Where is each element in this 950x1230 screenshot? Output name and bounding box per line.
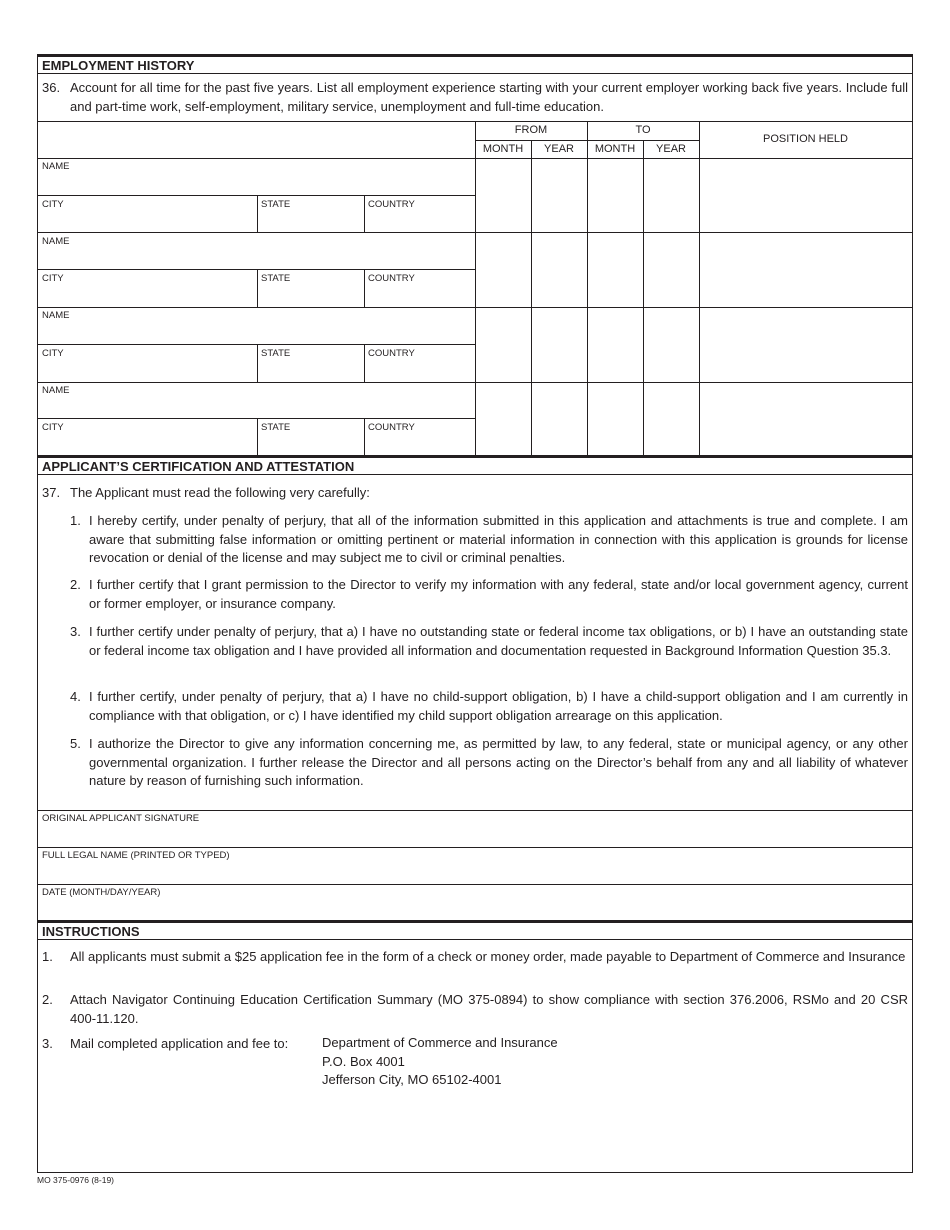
instruction-item-text: Attach Navigator Continuing Education Certification Summary (MO 375-0894) to show compliance with section 376.2006, RSMo and 20 CSR 400-11.120. bbox=[70, 992, 908, 1026]
certification-title: APPLICANT’S CERTIFICATION AND ATTESTATION bbox=[42, 459, 355, 474]
employer-city-label: CITY bbox=[42, 273, 64, 284]
instruction-item-text: All applicants must submit a $25 application fee in the form of a check or money order, made payable to Department of Commerce and Insurance bbox=[70, 949, 906, 964]
employer-name-label: NAME bbox=[42, 236, 70, 247]
certification-item bbox=[70, 576, 908, 614]
employer-state-label: STATE bbox=[261, 199, 291, 210]
instruction-item-number: 3. bbox=[42, 1036, 53, 1051]
employer-state-label: STATE bbox=[261, 273, 291, 284]
employer-country-label: COUNTRY bbox=[368, 199, 415, 210]
signature-label: ORIGINAL APPLICANT SIGNATURE bbox=[42, 813, 200, 824]
certification-item-text: I further certify, under penalty of perjury, that a) I have no child-support obligation, b) I have a child-support obligation and I am currently in compliance with that obligation, or c) I have identified my child support obligation arrearage on this application. bbox=[89, 689, 908, 723]
employer-city-label: CITY bbox=[42, 348, 64, 359]
date-field[interactable] bbox=[38, 885, 912, 921]
certification-item bbox=[70, 688, 908, 726]
certification-item-text: I further certify that I grant permission to the Director to verify my information with any federal, state and/or local government agency, current or former employer, or insurance company. bbox=[89, 577, 908, 611]
col-header-from-year: YEAR bbox=[544, 143, 574, 155]
col-header-to: TO bbox=[635, 124, 651, 136]
employer-state-label: STATE bbox=[261, 422, 291, 433]
employer-country-label: COUNTRY bbox=[368, 422, 415, 433]
employer-city-label: CITY bbox=[42, 199, 64, 210]
full-legal-name-field[interactable] bbox=[38, 848, 912, 884]
question-36 bbox=[38, 78, 912, 122]
certification-item-number: 4. bbox=[70, 689, 81, 704]
employment-history-title: EMPLOYMENT HISTORY bbox=[42, 58, 195, 73]
certification-item-number: 2. bbox=[70, 577, 81, 592]
certification-header bbox=[38, 455, 912, 475]
instructions-header bbox=[38, 920, 912, 940]
employer-state-label: STATE bbox=[261, 348, 291, 359]
certification-item bbox=[70, 623, 908, 679]
certification-item-text: I authorize the Director to give any information concerning me, as permitted by law, to any federal, state or municipal agency, or any other governmental organization. I further release the Director and all persons acting on the Director’s behalf from any and all liability of whatever nature by reason of furnishing such information. bbox=[89, 736, 908, 788]
employer-city-label: CITY bbox=[42, 422, 64, 433]
employer-country-label: COUNTRY bbox=[368, 273, 415, 284]
question-36-number: 36. bbox=[42, 80, 61, 95]
col-header-position: POSITION HELD bbox=[763, 133, 848, 145]
address-line: Jefferson City, MO 65102-4001 bbox=[322, 1072, 502, 1087]
certification-item-number: 5. bbox=[70, 736, 81, 751]
employer-name-label: NAME bbox=[42, 385, 70, 396]
certification-item-number: 1. bbox=[70, 513, 81, 528]
employer-country-label: COUNTRY bbox=[368, 348, 415, 359]
col-header-to-year: YEAR bbox=[656, 143, 686, 155]
application-form bbox=[37, 54, 913, 1173]
mailing-address bbox=[322, 1034, 558, 1090]
employer-name-label: NAME bbox=[42, 161, 70, 172]
question-37 bbox=[38, 483, 912, 502]
question-37-text: The Applicant must read the following very carefully: bbox=[70, 485, 370, 500]
instruction-item bbox=[42, 947, 908, 985]
certification-item-text: I further certify under penalty of perjury, that a) I have no outstanding state or federal income tax obligations, or b) I have an outstanding state or federal income tax obligation and I have provided all information and documentation requested in Background Information Question 35.3. bbox=[89, 624, 908, 658]
address-line: P.O. Box 4001 bbox=[322, 1053, 405, 1069]
form-number: MO 375-0976 (8-19) bbox=[37, 1175, 115, 1185]
employer-name-label: NAME bbox=[42, 310, 70, 321]
certification-item-text: I hereby certify, under penalty of perjury, that all of the information submitted in this application and attachments is true and complete. I am aware that submitting false information or omitting pertinent or material information in connection with this application is grounds for license revocation or denial of the license and may subject me to civil or criminal penalties. bbox=[89, 513, 908, 565]
col-header-to-month: MONTH bbox=[594, 143, 636, 155]
certification-item bbox=[70, 735, 908, 791]
instruction-item bbox=[42, 990, 908, 1028]
question-37-number: 37. bbox=[42, 485, 61, 500]
instruction-item-text: Mail completed application and fee to: bbox=[70, 1036, 289, 1051]
certification-item-number: 3. bbox=[70, 624, 81, 639]
date-label: DATE (MONTH/DAY/YEAR) bbox=[42, 887, 161, 898]
certification-item bbox=[70, 512, 908, 568]
signature-field[interactable] bbox=[38, 811, 912, 847]
instruction-item-number: 1. bbox=[42, 949, 53, 964]
col-header-from: FROM bbox=[514, 124, 548, 136]
full-legal-name-label: FULL LEGAL NAME (PRINTED OR TYPED) bbox=[42, 850, 230, 861]
instructions-title: INSTRUCTIONS bbox=[42, 924, 140, 939]
question-36-text: Account for all time for the past five years. List all employment experience starting with your current employer working back five years. Include full and part-time work, self-employment, military service, unemployment and full-time education. bbox=[70, 80, 908, 114]
employment-history-header bbox=[38, 54, 912, 74]
col-header-from-month: MONTH bbox=[482, 143, 524, 155]
address-line: Department of Commerce and Insurance bbox=[322, 1035, 558, 1050]
instruction-item-number: 2. bbox=[42, 992, 53, 1007]
